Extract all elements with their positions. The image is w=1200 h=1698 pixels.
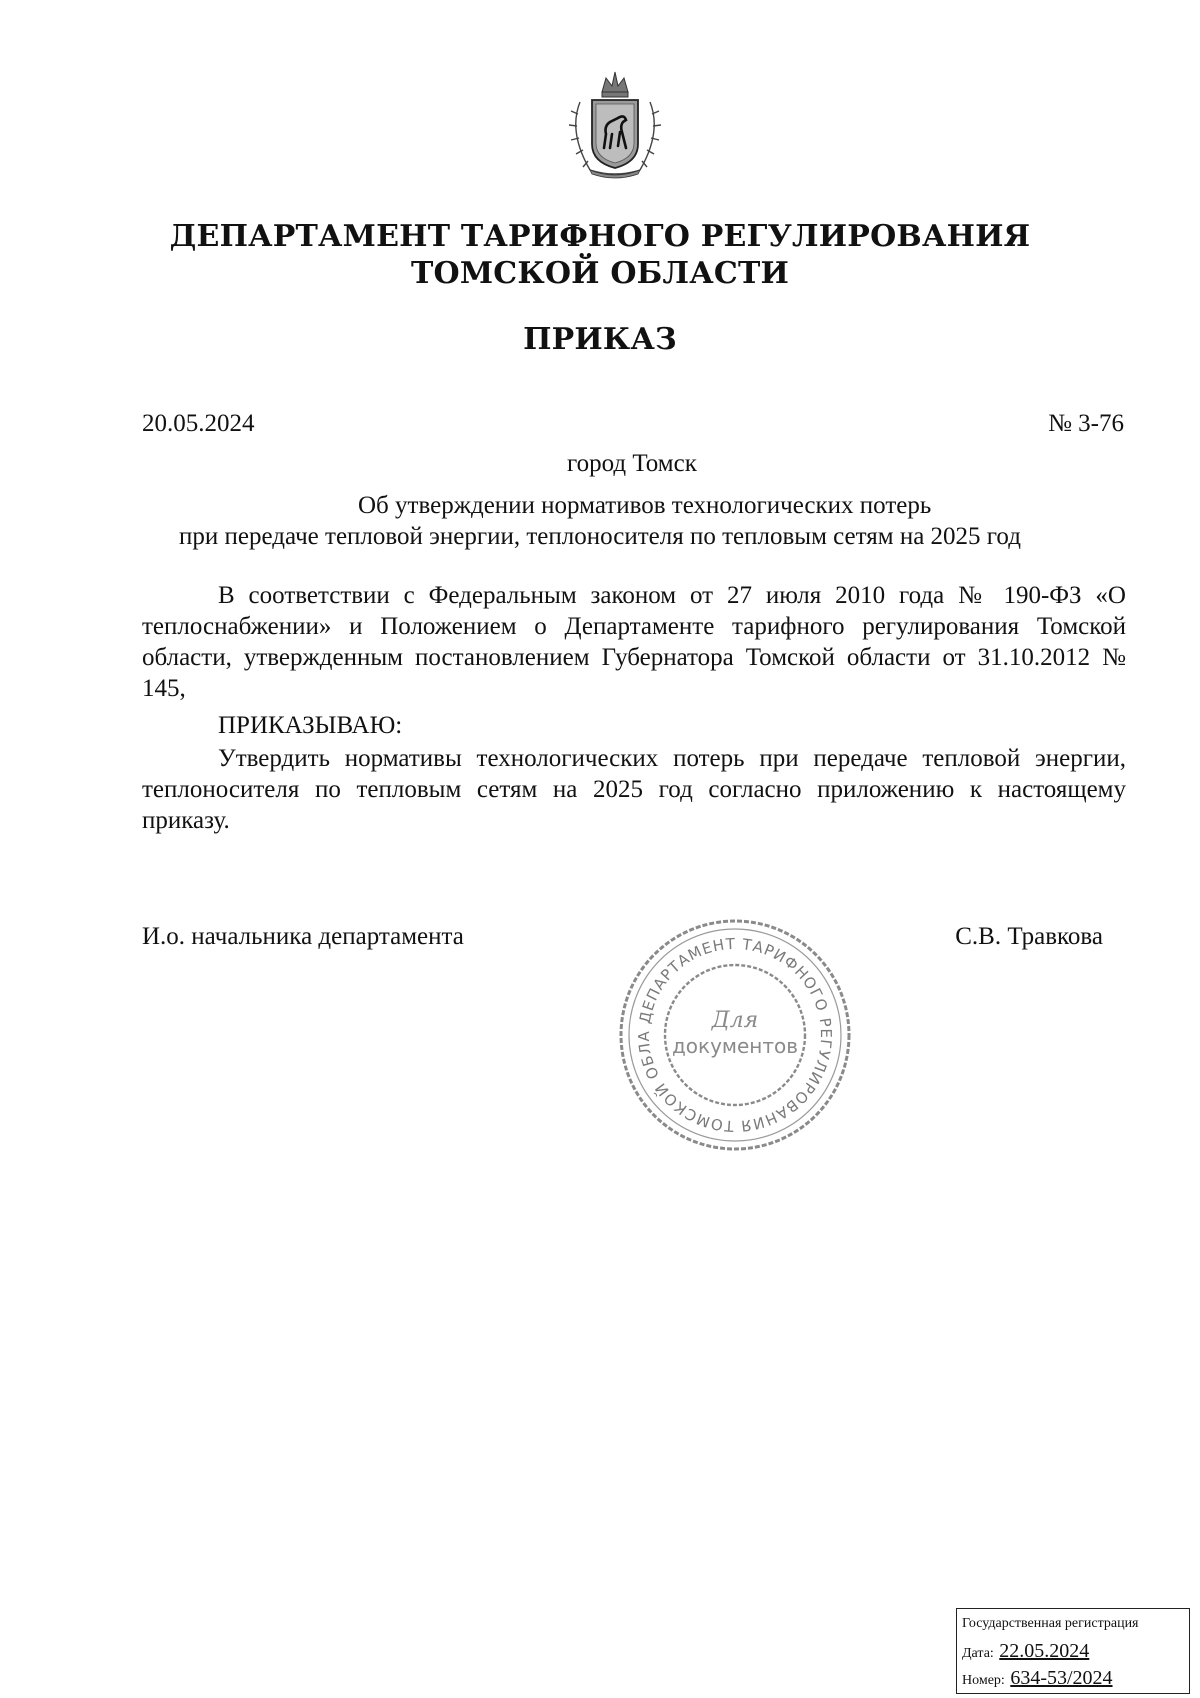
stamp-center-line2: документов	[671, 1034, 799, 1058]
official-stamp	[615, 915, 855, 1155]
order-title-line1: Об утверждении нормативов технологических потерь	[358, 492, 932, 519]
registration-date-label: Дата:	[962, 1646, 994, 1661]
stamp-center-line1: Для	[711, 1008, 759, 1033]
coat-of-arms-emblem	[560, 62, 670, 182]
registration-number-value: 634-53/2024	[1010, 1667, 1113, 1689]
registration-date-value: 22.05.2024	[999, 1640, 1090, 1662]
document-type: ПРИКАЗ	[523, 322, 677, 357]
order-date: 20.05.2024	[142, 410, 255, 437]
registration-title: Государственная регистрация	[962, 1616, 1139, 1631]
city-name: город Томск	[567, 450, 697, 477]
org-name-line1: ДЕПАРТАМЕНТ ТАРИФНОГО РЕГУЛИРОВАНИЯ	[169, 219, 1031, 254]
signatory-position: И.о. начальника департамента	[142, 923, 464, 950]
order-number: № 3-76	[1048, 410, 1124, 437]
order-title-line2: при передаче тепловой энергии, теплоносителя по тепловым сетям на 2025 год	[179, 523, 1021, 550]
signatory-name: С.В. Травкова	[955, 923, 1103, 950]
registration-date-row	[962, 1638, 1184, 1665]
stamp-ring-text: ДЕПАРТАМЕНТ ТАРИФНОГО РЕГУЛИРОВАНИЯ ТОМСКОЙ ОБЛА	[634, 934, 836, 1136]
preamble-paragraph: В соответствии с Федеральным законом от 27 июля 2010 года № 190-ФЗ «О теплоснабжении» и Положением о Департаменте тарифного регулирования Томской области, утвержденным постановлением Губернатора Томской области от 31.10.2012 № 145,	[142, 582, 1126, 702]
registration-number-row	[962, 1665, 1184, 1692]
state-registration-box	[956, 1608, 1190, 1694]
registration-number-label: Номер:	[962, 1673, 1005, 1688]
org-name-line2: ТОМСКОЙ ОБЛАСТИ	[410, 256, 790, 291]
order-text-paragraph: Утвердить нормативы технологических потерь при передаче тепловой энергии, теплоносителя по тепловым сетям на 2025 год согласно приложению к настоящему приказу.	[142, 745, 1126, 834]
order-word: ПРИКАЗЫВАЮ:	[218, 712, 403, 739]
